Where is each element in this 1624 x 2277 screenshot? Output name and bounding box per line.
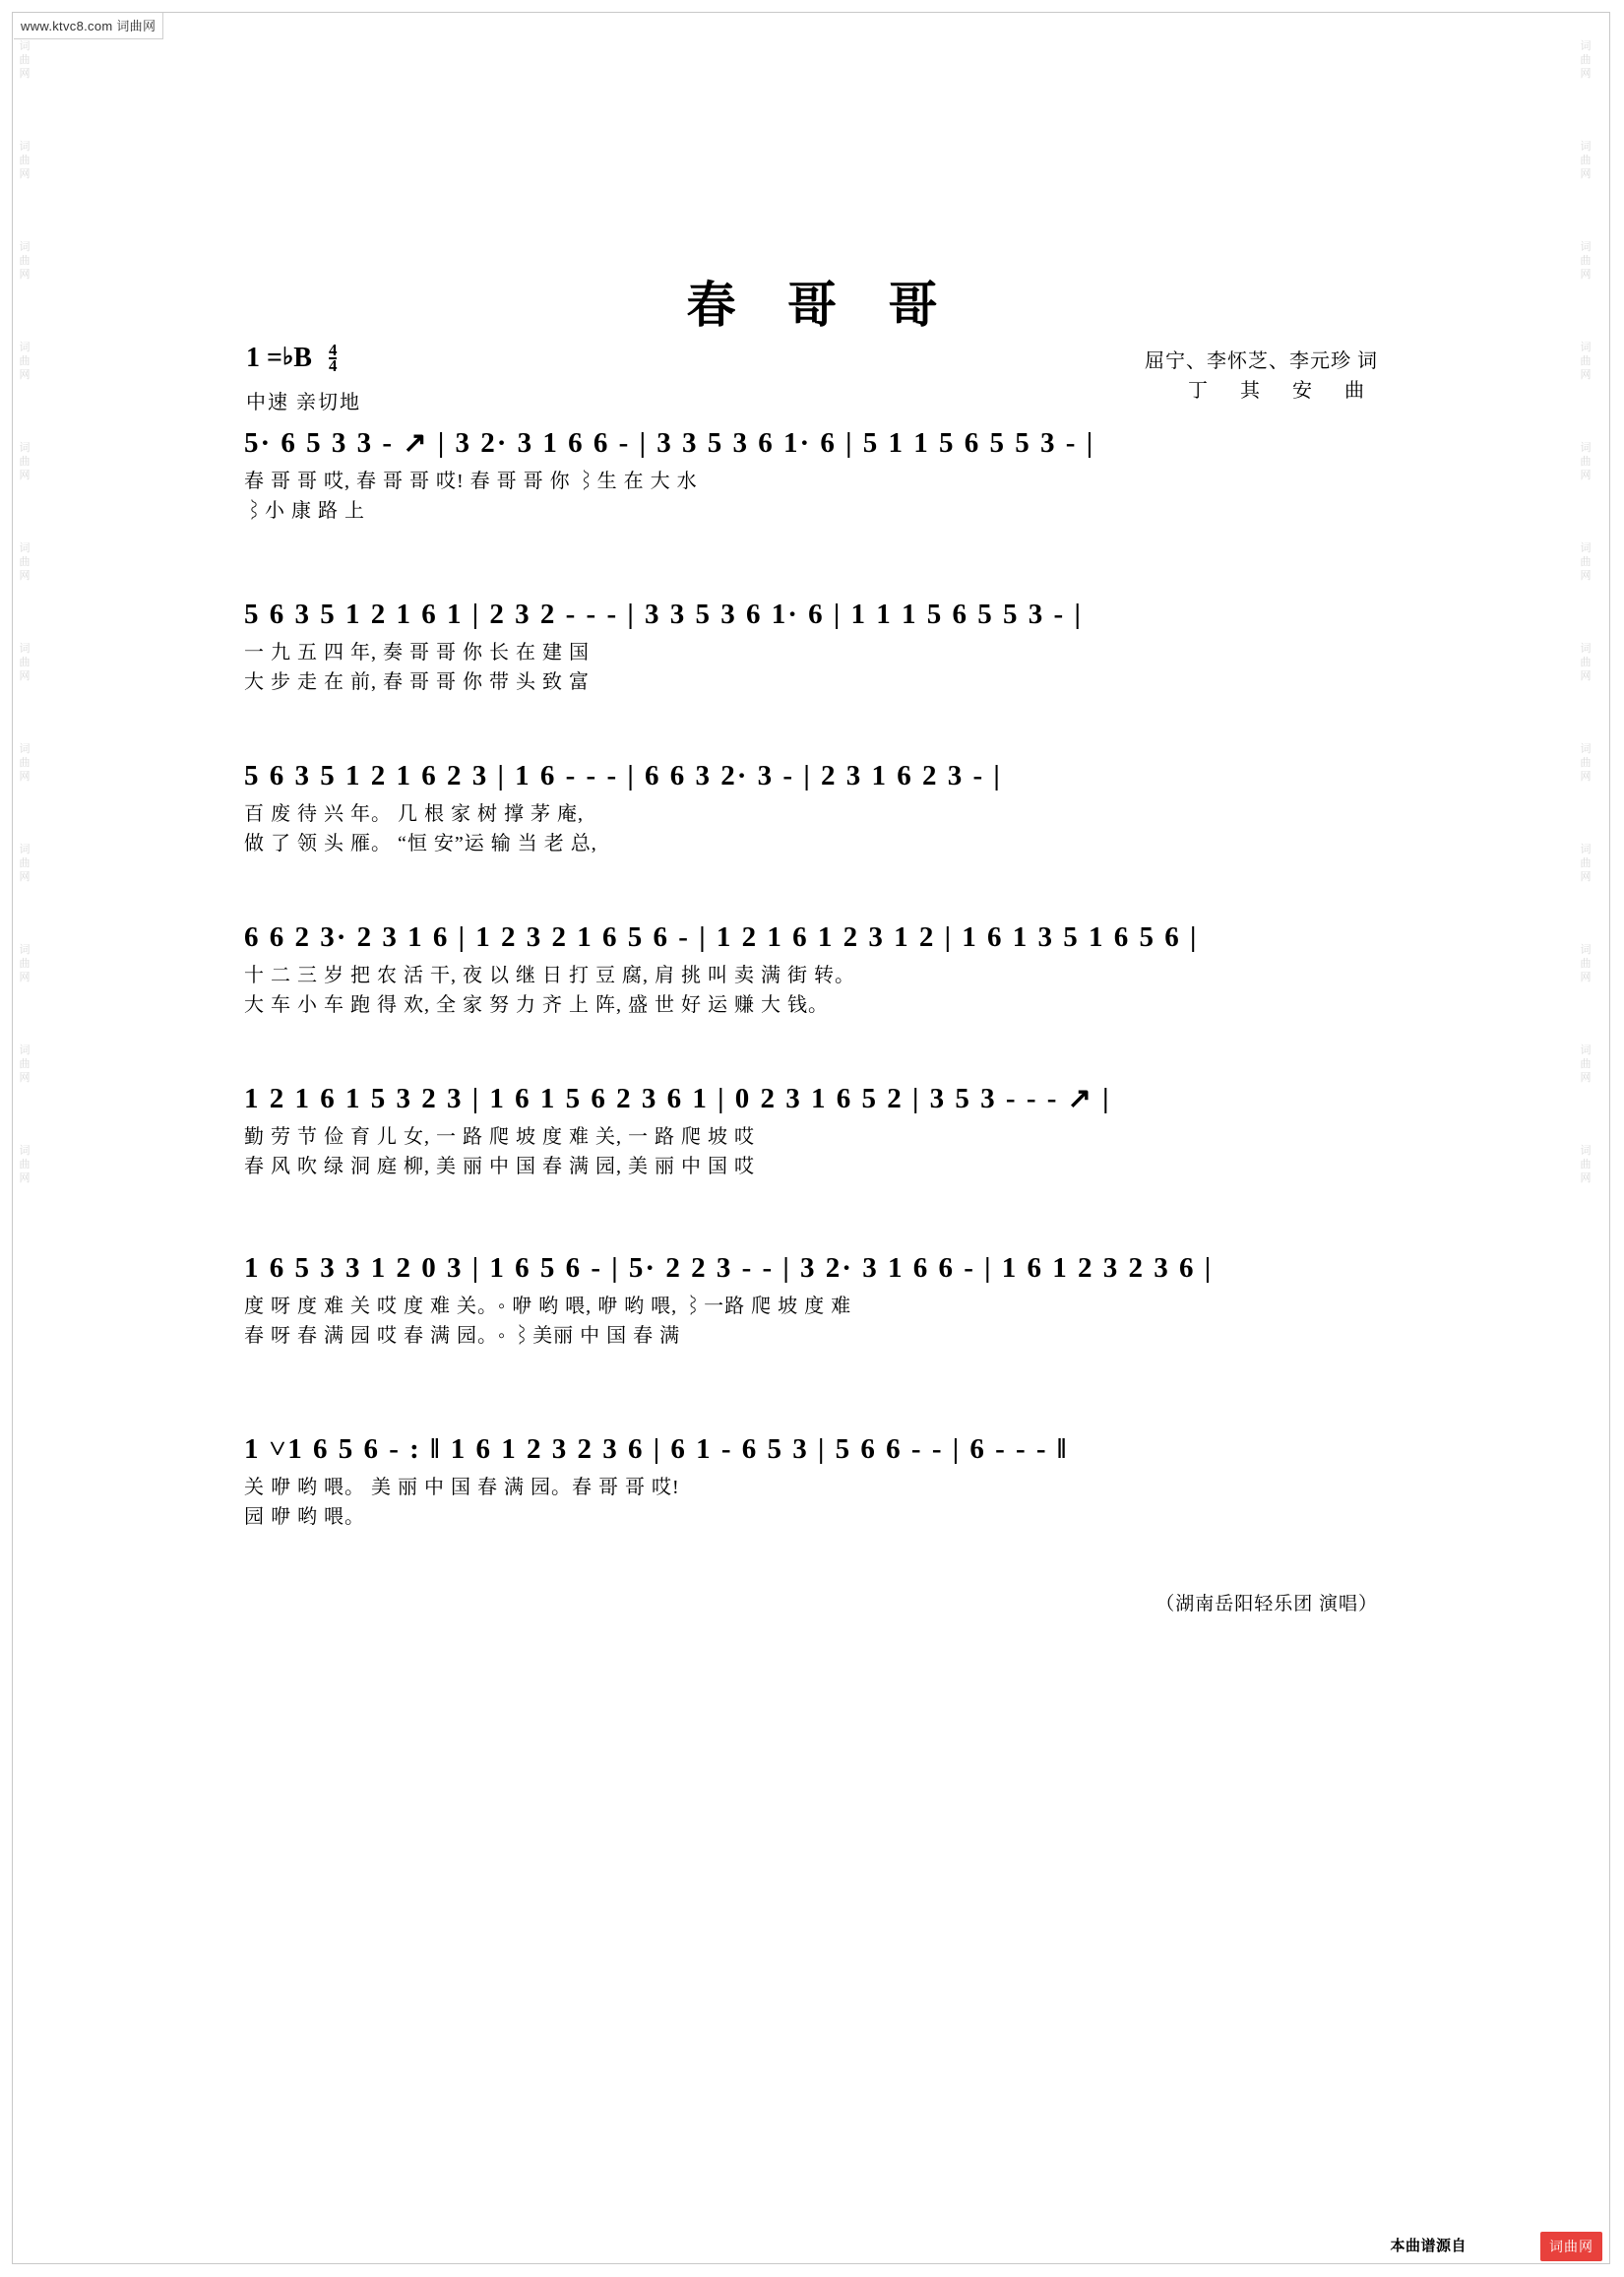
system-1-lyric-1: 春 哥 哥 哎, 春 哥 哥 哎! 春 哥 哥 你 ⌇生 在 大 水: [244, 471, 698, 492]
system-1: [244, 423, 1386, 526]
system-6-lyric-1: 度 呀 度 难 关 哎 度 难 关。◦ 咿 哟 喂, 咿 哟 喂, ⌇一路 爬 坡 度 难: [244, 1296, 852, 1317]
system-6-notes: 1 6 5 3 3 1 2 0 3 | 1 6 5 6 - | 5· 2 2 3 - - | 3 2· 3 1 6 6 - | 1 6 1 2 3 2 3 6 |: [244, 1252, 1214, 1284]
lyricist: 屈宁、李怀芝、李元珍 词: [1145, 350, 1378, 372]
system-7-lyric-1: 关 咿 哟 喂。 美 丽 中 国 春 满 园。春 哥 哥 哎!: [244, 1477, 680, 1498]
system-2-lyric-2: 大 步 走 在 前, 春 哥 哥 你 带 头 致 富: [244, 671, 590, 693]
system-3-lyric-1: 百 废 待 兴 年。 几 根 家 树 撑 茅 庵,: [244, 803, 584, 825]
system-3-notes: 5 6 3 5 1 2 1 6 2 3 | 1 6 - - - | 6 6 3 2· 3 - | 2 3 1 6 2 3 - |: [244, 760, 1002, 791]
system-5-lyric-1: 勤 劳 节 俭 育 儿 女, 一 路 爬 坡 度 难 关, 一 路 爬 坡 哎: [244, 1126, 755, 1148]
performer-credit: （湖南岳阳轻乐团 演唱）: [1156, 1594, 1378, 1614]
time-signature: [328, 340, 338, 375]
key-signature: [246, 340, 338, 375]
system-2: [244, 595, 1386, 697]
system-7: [244, 1429, 1386, 1532]
system-4-lyric-1: 十 二 三 岁 把 农 活 干, 夜 以 继 日 打 豆 腐, 肩 挑 叫 卖 满 街 转。: [244, 965, 855, 986]
key-prefix: 1 =: [246, 343, 282, 373]
site-badge[interactable]: 词曲网: [1540, 2232, 1602, 2261]
key-accidental: ♭: [281, 345, 294, 370]
system-3: [244, 756, 1386, 858]
system-5: [244, 1079, 1386, 1181]
system-5-lyric-2: 春 风 吹 绿 洞 庭 柳, 美 丽 中 国 春 满 园, 美 丽 中 国 哎: [244, 1156, 755, 1177]
system-6-lyric-2: 春 呀 春 满 园 哎 春 满 园。◦ ⌇美丽 中 国 春 满: [244, 1325, 681, 1347]
watermark-left: 词 曲 网 词 曲 网 词 曲 网 词 曲 网 词 曲 网 词 曲 网 词 曲 网 词 曲 网 词 曲 网 词 曲 网 词 曲 网 词 曲 网: [19, 40, 31, 1184]
meter-denominator: 4: [328, 355, 338, 375]
system-2-notes: 5 6 3 5 1 2 1 6 1 | 2 3 2 - - - | 3 3 5 3 6 1· 6 | 1 1 1 5 6 5 5 3 - |: [244, 599, 1083, 630]
system-4-notes: 6 6 2 3· 2 3 1 6 | 1 2 3 2 1 6 5 6 - | 1 2 1 6 1 2 3 1 2 | 1 6 1 3 5 1 6 5 6 |: [244, 921, 1199, 953]
system-4-lyric-2: 大 车 小 车 跑 得 欢, 全 家 努 力 齐 上 阵, 盛 世 好 运 赚 大 钱。: [244, 994, 829, 1016]
page-title: 春 哥 哥: [686, 278, 958, 333]
meter-numerator: 4: [328, 340, 338, 359]
system-7-notes: 1 ˅1 6 5 6 - : ‖ 1 6 1 2 3 2 3 6 | 6 1 - 6 5 3 | 5 6 6 - - | 6 - - - ‖: [244, 1433, 1069, 1465]
source-note: 本曲谱源自: [1390, 2238, 1467, 2254]
system-3-lyric-2: 做 了 领 头 雁。 “恒 安”运 输 当 老 总,: [244, 833, 597, 854]
composer: 丁 其 安 曲: [1188, 380, 1378, 402]
credits: [1145, 347, 1378, 406]
key-letter: B: [293, 343, 312, 373]
system-7-lyric-2: 园 咿 哟 喂。: [244, 1506, 365, 1528]
site-tag: www.ktvc8.com 词曲网: [14, 13, 163, 39]
system-2-lyric-1: 一 九 五 四 年, 奏 哥 哥 你 长 在 建 国: [244, 642, 590, 664]
system-4: [244, 917, 1386, 1020]
system-1-lyric-2: ⌇小 康 路 上: [244, 500, 365, 522]
system-6: [244, 1248, 1386, 1351]
system-5-notes: 1 2 1 6 1 5 3 2 3 | 1 6 1 5 6 2 3 6 1 | 0 2 3 1 6 5 2 | 3 5 3 - - - ↗ |: [244, 1083, 1111, 1114]
watermark-right: 词 曲 网 词 曲 网 词 曲 网 词 曲 网 词 曲 网 词 曲 网 词 曲 网 词 曲 网 词 曲 网 词 曲 网 词 曲 网 词 曲 网: [1580, 40, 1592, 1184]
system-1-notes: 5· 6 5 3 3 - ↗ | 3 2· 3 1 6 6 - | 3 3 5 3 6 1· 6 | 5 1 1 5 6 5 5 3 - |: [244, 427, 1095, 459]
tempo-marking: 中速 亲切地: [246, 392, 361, 413]
